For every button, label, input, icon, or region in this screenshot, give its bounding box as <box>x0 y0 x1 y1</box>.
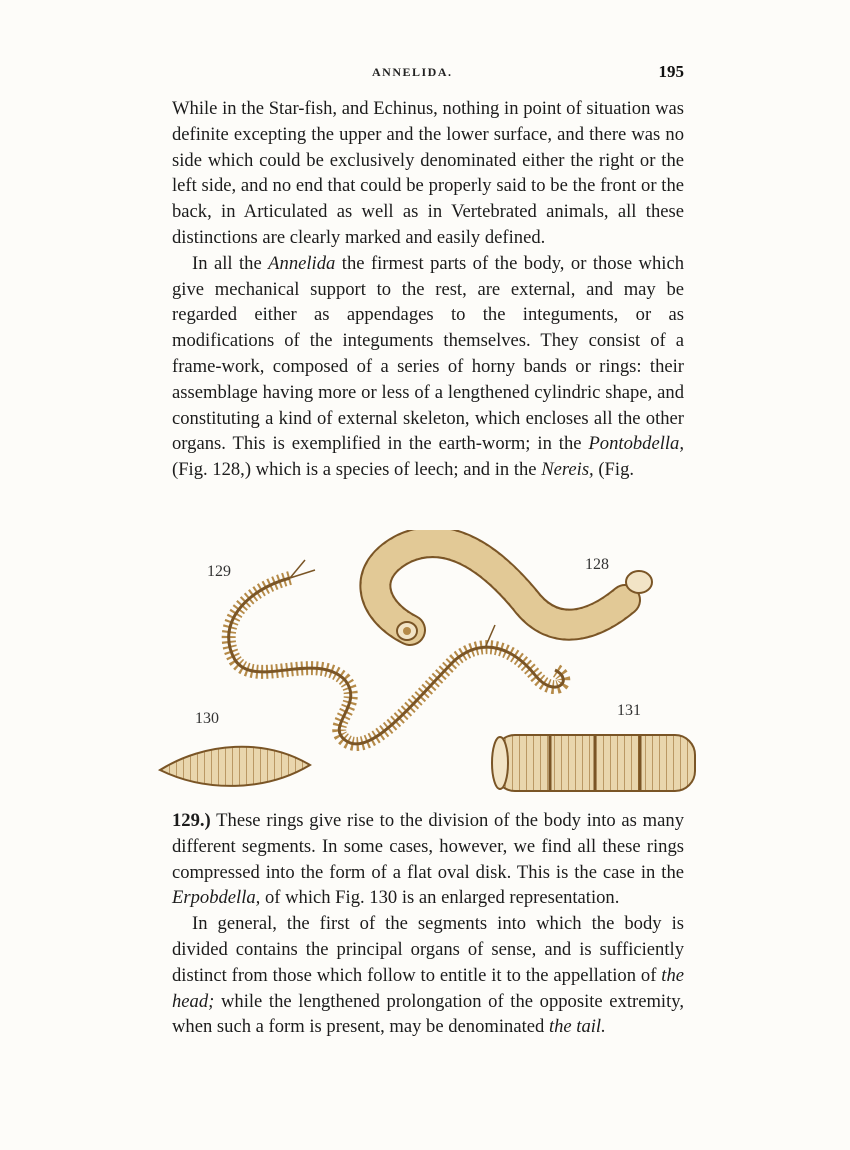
figure-label-131: 131 <box>617 702 641 719</box>
p2-text-d: (Fig. <box>593 459 635 481</box>
paragraph-1 <box>172 96 684 251</box>
page-header <box>172 62 684 86</box>
fig-ref-129: 129.) <box>172 810 211 831</box>
paragraph-1-text: While in the Star-fish, and Echinus, nothing in point of situation was definite excepting the upper and the lower surface, and there was no side which could be exclusively denominated either the right or the left side, and no end that could be properly said to be the front or the back, in Articulated as well as in Vertebrated animals, all these distinctions are clearly marked and easily defined. <box>172 98 684 248</box>
page-number: 195 <box>658 62 684 81</box>
p2-text-c: (Fig. 128,) which is a species of leech; and in the <box>172 459 542 481</box>
running-head: ANNELIDA. <box>372 65 453 79</box>
p4-text-b: while the lengthened prolongation of the opposite extremity, when such a form is present, may be denominated <box>172 990 684 1038</box>
annelid-engravings <box>155 530 715 805</box>
paragraph-2 <box>172 251 684 483</box>
ring-segments-engraving <box>492 735 695 791</box>
figure-label-128: 128 <box>585 556 609 573</box>
term-annelida: Annelida <box>268 252 336 274</box>
term-the-tail: the tail. <box>548 1016 606 1038</box>
text-block-top <box>172 96 684 483</box>
text-block-bottom <box>172 808 684 1040</box>
pontobdella-engraving <box>375 542 652 640</box>
p3-text-a: These rings give rise to the division of the body into as many different segments. In some cases, however, we find all these rings compressed into the form of a flat oval disk. This is the case in the <box>172 810 684 883</box>
figure-label-129: 129 <box>207 563 231 580</box>
p3-text-b: of which Fig. 130 is an enlarged representation. <box>260 887 620 909</box>
engraving-figure <box>155 530 715 805</box>
term-the-head: the head; <box>172 964 684 1012</box>
term-erpobdella: Erpobdella, <box>172 887 261 909</box>
p2-text-a: In all the <box>192 252 269 274</box>
erpobdella-engraving <box>160 747 310 786</box>
term-pontobdella: Pontobdella, <box>588 433 684 455</box>
figure-label-130: 130 <box>195 710 219 727</box>
p2-text-b: the firmest parts of the body, or those which give mechanical support to the rest, are external, and may be regarded either as appendages to the integuments, or as modifications of the integuments themselves. They consist of a frame-work, composed of a series of horny bands or rings: their assemblage having more or less of a lengthened cylindric shape, and constituting a kind of external skeleton, which encloses all the other organs. This is exemplified in the earth-worm; in the <box>172 252 684 455</box>
paragraph-3 <box>172 808 684 911</box>
term-nereis: Nereis, <box>541 459 594 481</box>
paragraph-4 <box>172 911 684 1040</box>
p4-text-a: In general, the first of the segments into which the body is divided contains the principal organs of sense, and is sufficiently distinct from those which follow to entitle it to the appellation of <box>172 913 684 986</box>
